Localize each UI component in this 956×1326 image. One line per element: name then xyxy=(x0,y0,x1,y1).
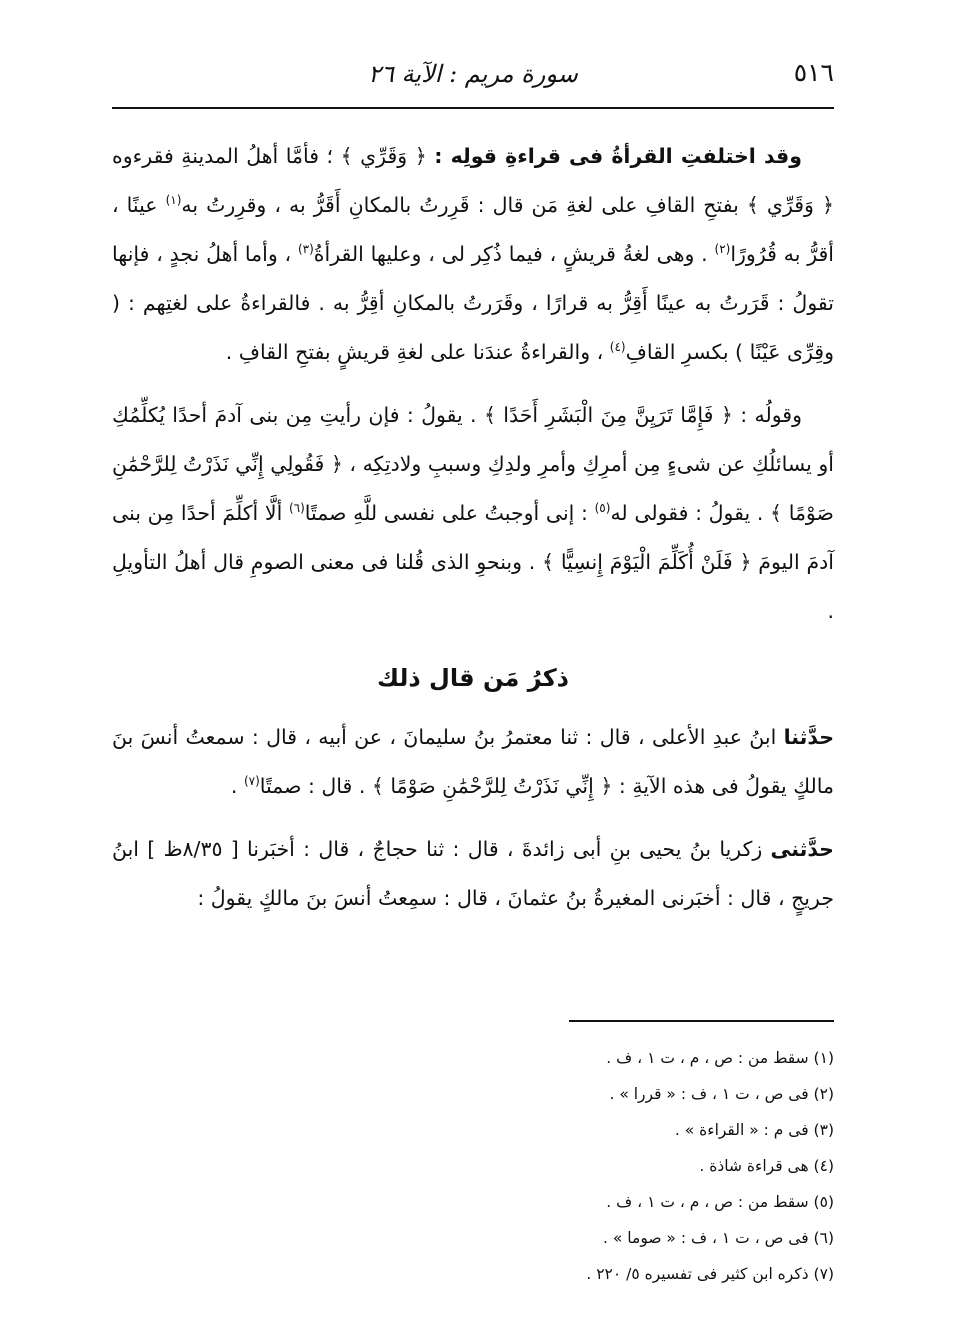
text-span: ، وأما أهلُ نجدٍ ، فإنها تقولُ : قَرَرتُ به عينًا أَقِرُّ به قرارًا ، وقَرَرتُ بالمكانِ أقِرُّ به . فالقراءةُ على لغتِهم : ( وقِرِّى عَيْنًا ) بكسرِ القافِ xyxy=(112,242,834,364)
footnote-marker: (٥) xyxy=(594,501,611,516)
footnote-marker: (٦) xyxy=(288,501,305,516)
quran-quote: ﴿ إِنِّي نَذَرْتُ لِلرَّحْمَٰنِ صَوْمًا ﴾ xyxy=(371,774,613,798)
page-number: ٥١٦ xyxy=(793,58,834,87)
paragraph-tafsir xyxy=(112,391,834,636)
footnote: (٧) ذكره ابن كثير فى تفسيره ٥/ ٢٢٠ . xyxy=(586,1265,834,1283)
header-rule xyxy=(112,107,834,109)
paragraph-lead: وقد اختلفتِ القرأةُ فى قراءةِ قولِه : xyxy=(434,144,802,168)
hadith-paragraph xyxy=(112,713,834,811)
text-span: . قال : صمتًا xyxy=(259,774,366,798)
text-span: ابنُ عبدِ الأعلى ، قال : ثنا معتمرُ بنُ سليمانَ ، عن أبيه ، قال : سمعتُ أنسَ بنَ مالكٍ يقولُ فى هذه الآيةِ : xyxy=(112,725,834,798)
text-span: ألَّا أكلِّمَ أحدًا مِن بنى آدمَ اليومَ xyxy=(112,501,834,574)
page-header xyxy=(112,52,834,102)
footnote: (٤) هى قراءة شاذة . xyxy=(699,1157,834,1175)
text-span: ، والقراءةُ عندَنا على لغةِ قريشٍ بفتحِ القافِ . xyxy=(225,340,604,364)
footnote: (٢) فى ص ، ت ١ ، ف : « قررا » . xyxy=(609,1085,834,1103)
text-span: : إنى أوجبتُ على نفسى للَّهِ صمتًا xyxy=(304,501,588,525)
hadith-paragraph xyxy=(112,825,834,923)
quran-quote: ﴿ فَإِمَّا تَرَيِنَّ مِنَ الْبَشَرِ أَحَدًا ﴾ xyxy=(483,403,733,427)
section-heading: ذكرُ مَن قال ذلك xyxy=(377,664,569,692)
footnote: (٥) سقط من : ص ، م ، ت ١ ، ف . xyxy=(606,1193,834,1211)
text-span: ابنُ جريجٍ ، قال : أخبَرنى المغيرةُ بنُ عثمانَ ، قال : سمِعتُ أنسَ بنَ مالكٍ يقولُ : xyxy=(112,837,834,910)
text-span: . يقولُ : فقولى له xyxy=(610,501,764,525)
text-span: . xyxy=(230,774,238,798)
footnote: (٣) فى م : « القراءة » . xyxy=(674,1121,834,1139)
footnote-marker: (٣) xyxy=(297,242,314,257)
footnote-marker: (٧) xyxy=(243,774,260,789)
footnote-marker: (١) xyxy=(165,193,182,208)
footnote: (١) سقط من : ص ، م ، ت ١ ، ف . xyxy=(606,1049,834,1067)
quran-quote: ﴿ فَقُولِي إِنِّي نَذَرْتُ لِلرَّحْمَٰنِ صَوْمًا ﴾ xyxy=(112,452,834,525)
footnote-marker: (٤) xyxy=(609,340,626,355)
text-span: ؛ فأمَّا أهلُ المدينةِ فقرءوه xyxy=(112,144,334,168)
folio-reference: [ ٨/٣٥ظ ] xyxy=(147,837,239,861)
paragraph-lead: حدَّثنا xyxy=(783,725,834,749)
text-span: عينًا ، أقرُّ به قُرُورًا xyxy=(112,193,834,266)
text-span: بفتحِ القافِ على لغةِ مَن قال : قَرِرتُ بالمكانِ أَقَرُّ به ، وقرِرتُ به xyxy=(181,193,739,217)
main-text xyxy=(112,132,834,937)
running-title: سورة مريم : الآية ٢٦ xyxy=(368,60,578,88)
footnote-rule xyxy=(569,1020,834,1022)
footnotes xyxy=(112,1040,834,1292)
paragraph-qiraat xyxy=(112,132,834,377)
quran-quote: ﴿ وَقَرِّي ﴾ xyxy=(340,144,427,168)
text-span: زكريا بنُ يحيى بنِ أبى زائدةَ ، قال : ثنا حجاجٌ ، قال : أخبَرنا xyxy=(247,837,763,861)
quran-quote: ﴿ فَلَنْ أُكَلِّمَ الْيَوْمَ إِنسِيًّا ﴾ xyxy=(542,550,752,574)
text-span: . وبنحوِ الذى قُلنا فى معنى الصومِ قال أهلُ التأويلِ . xyxy=(112,550,834,623)
footnote-marker: (٢) xyxy=(714,242,731,257)
text-span: . يقولُ : فإن رأيتِ مِن بنى آدمَ أحدًا يُكلِّمُكِ أو يسائلُكِ عن شىءٍ مِن أمرِكِ وأمرِ ولدِكِ وسببِ ولادتِكِه ، xyxy=(112,403,835,476)
paragraph-lead: حدَّثنى xyxy=(770,837,834,861)
text-span: وقولُه : xyxy=(740,403,802,427)
footnote: (٦) فى ص ، ت ١ ، ف : « صوما » . xyxy=(603,1229,834,1247)
quran-quote: ﴿ وَقَرِّي ﴾ xyxy=(746,193,835,217)
text-span: . وهى لغةُ قريشٍ ، فيما ذُكِر لى ، وعليها القرأةُ xyxy=(313,242,708,266)
